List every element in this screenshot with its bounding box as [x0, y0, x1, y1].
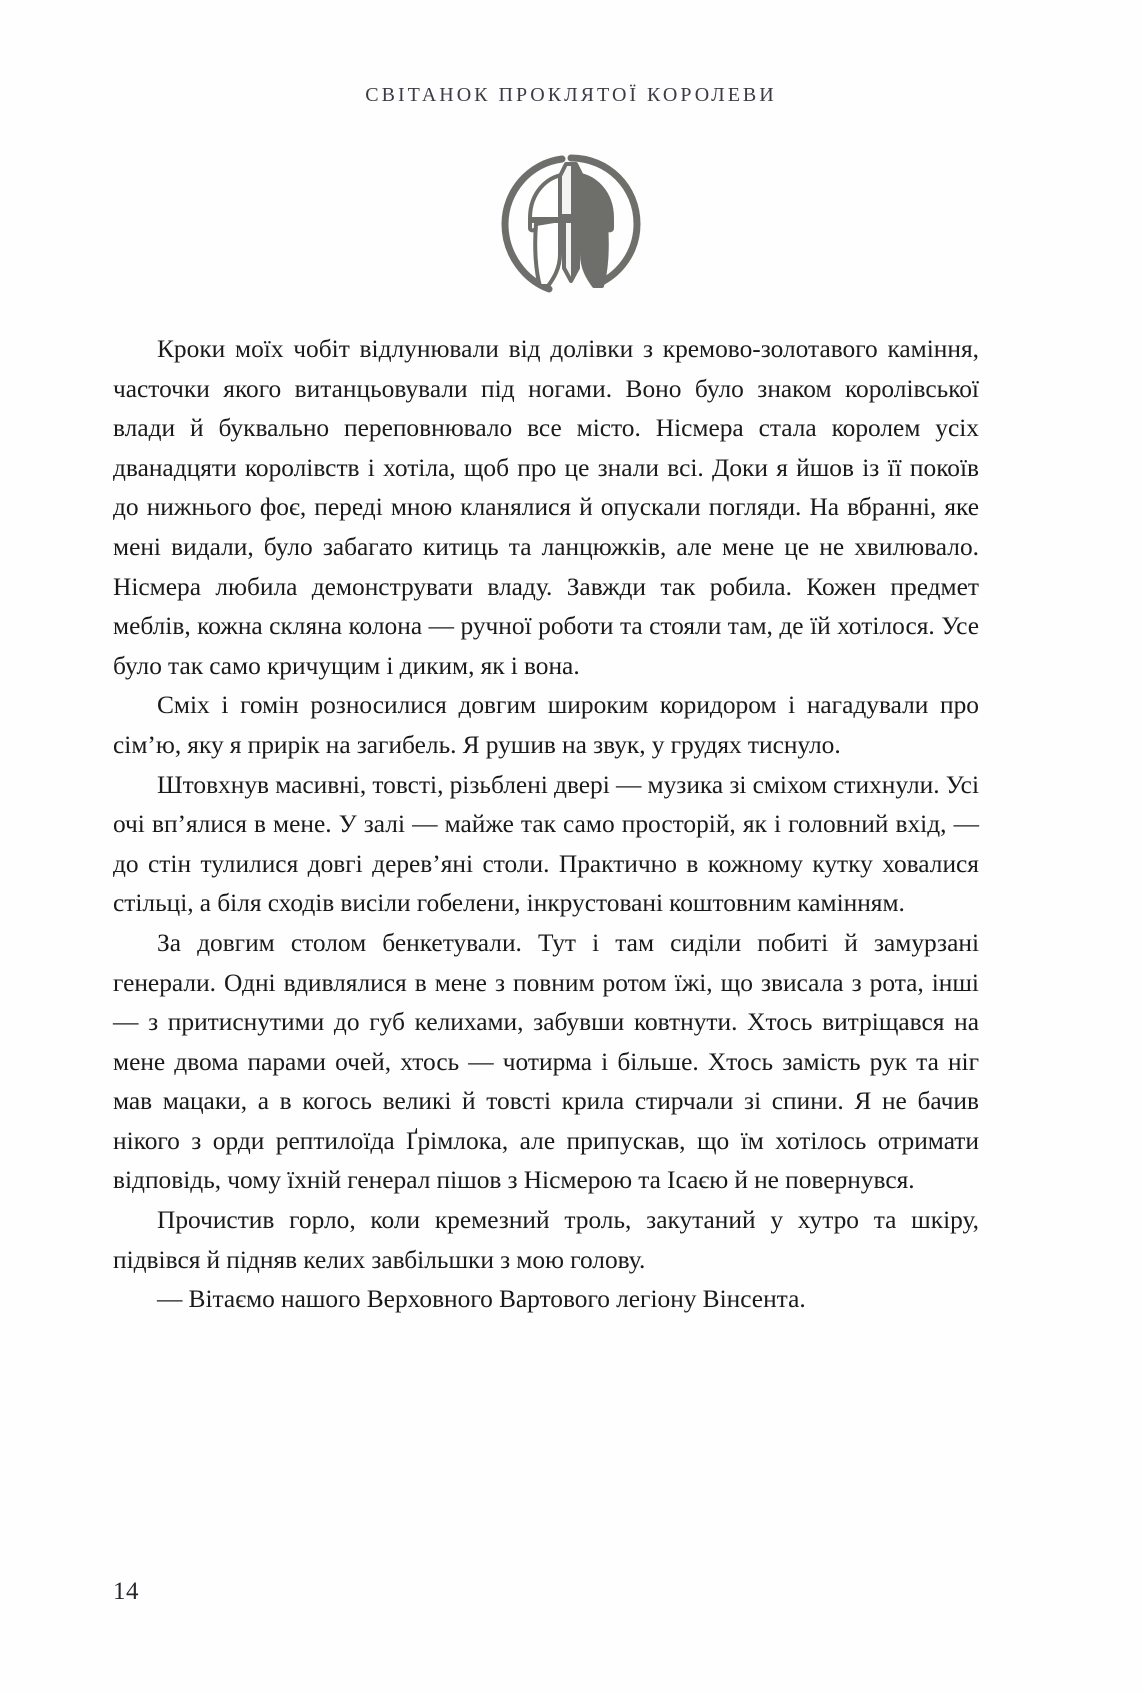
body-text — [113, 330, 979, 1320]
page-number: 14 — [113, 1578, 139, 1605]
paragraph: За довгим столом бенкетували. Тут і там сиділи побиті й замурзані генерали. Одні вдивлялися в мене з повним ротом їжі, що звисала з рота, інші — з притиснутими до губ келихами, забувши ковтнути. Хтось витріщався на мене двома парами очей, хтось — чотирма і більше. Хтось замість рук та ніг мав мацаки, а в когось великі й товсті крила стирчали зі спини. Я не бачив нікого з орди рептилоїда Ґрімлока, але припускав, що їм хотілось отримати відповідь, чому їхній генерал пішов з Нісмерою та Ісаєю й не повернувся. — [113, 928, 979, 1195]
paragraph: Кроки моїх чобіт відлунювали від долівки з кремово-золотавого каміння, часточки якого витанцьовували під ногами. Воно було знаком королівської влади й буквально переповнювало все місто. Нісмера стала королем усіх дванадцяти королівств і хотіла, щоб про це знали всі. Доки я йшов із її покоїв до нижнього фоє, переді мною кланялися й опускали погляди. На вбранні, яке мені видали, було забагато китиць та ланцюжків, але мене це не хвилювало. Нісмера любила демонструвати владу. Завжди так робила. Кожен предмет меблів, кожна скляна колона — ручної роботи та стояли там, де їй хотілося. Усе було так само кричущим і диким, як і вона. — [113, 335, 979, 680]
paragraph: Прочистив горло, коли кремезний троль, закутаний у хутро та шкіру, підвівся й підняв келих завбільшки з мою голову. — [113, 1206, 979, 1274]
paragraph-dialogue: — Вітаємо нашого Верховного Вартового легіону Вінсента. — [157, 1285, 806, 1314]
paragraph: Сміх і гомін розносилися довгим широким коридором і нагадували про сім’ю, яку я прирік на загибель. Я рушив на звук, у грудях тиснуло. — [113, 691, 979, 759]
paragraph: Штовхнув масивні, товсті, різьблені двері — музика зі сміхом стихнули. Усі очі вп’ялися в мене. У залі — майже так само просторій, як і головний вхід, — до стін тулилися довгі дерев’яні столи. Практично в кожному кутку ховалися стільці, а біля сходів висіли гобелени, інкрустовані коштовним камінням. — [113, 770, 979, 918]
spartan-helmet-icon — [496, 150, 646, 300]
running-head: СВІТАНОК ПРОКЛЯТОЇ КОРОЛЕВИ — [365, 84, 777, 106]
